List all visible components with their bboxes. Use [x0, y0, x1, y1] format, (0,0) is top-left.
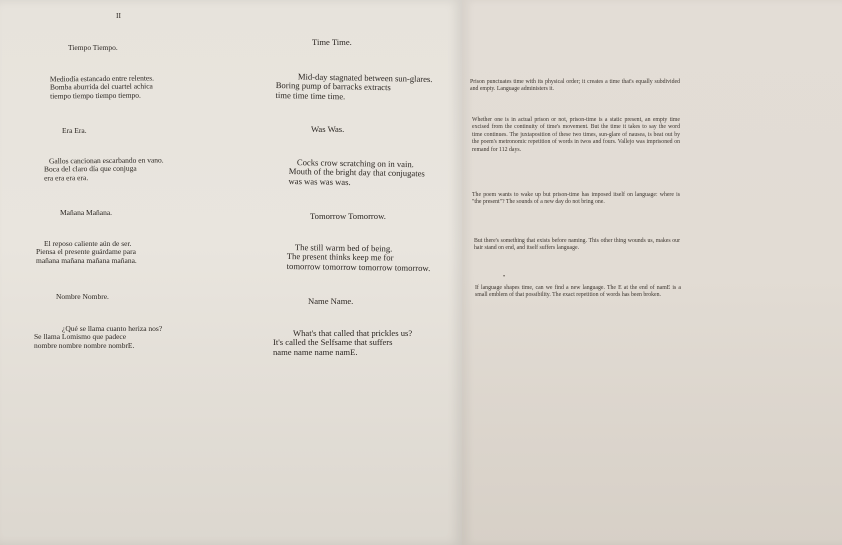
english-title: Time Time.: [312, 37, 352, 47]
poem-line: Cocks crow scratching on in vain.: [296, 157, 414, 170]
note-1: Prison punctuates time with its physical order; it creates a time that's equally subdivided and empty. Language administers it.: [470, 79, 680, 93]
poem-line: Mid-day stagnated between sun-glares.: [297, 71, 433, 85]
poem-line: Mouth of the bright day that conjugates: [288, 166, 425, 179]
poem-line: nombre nombre nombre nombrE.: [34, 340, 135, 350]
note-3: The poem wants to wake up but prison-time has imposed itself on language: where is "the present"? The sounds of a new day do not bring one.: [472, 192, 680, 206]
poem-line: The still warm bed of being.: [294, 242, 393, 254]
poem-line: Bomba aburrida del cuartel achica: [49, 81, 153, 92]
poem-line: era era era era.: [44, 172, 89, 183]
poem-line: Gallos cancionan escarbando en vano.: [48, 155, 164, 166]
english-heading-was: Was Was.: [311, 124, 345, 134]
poem-line: name name name namE.: [273, 346, 358, 357]
spanish-heading-nombre: Nombre Nombre.: [56, 292, 109, 301]
poem-line: Se llama Lomismo que padece: [34, 332, 127, 342]
english-heading-name: Name Name.: [308, 296, 354, 306]
spanish-stanza-3: [36, 240, 137, 265]
spanish-heading-era: Era Era.: [62, 126, 87, 135]
spanish-stanza-4: [34, 325, 162, 350]
poem-line: What's that called that prickles us?: [293, 328, 413, 338]
english-stanza-2: [289, 158, 426, 189]
poem-line: The present thinks keep me for: [286, 251, 394, 263]
note-2: Whether one is in actual prison or not, prison-time is a static present, an empty time excised from the continuity of time's movement. But the time it takes to say the word time continues. The juxtaposition of these two times, sun-glare of nausea, is beat out by the poem's metronomic repetition of words in twos and fours. Vallejo was imprisoned on remand for 112 days.: [472, 117, 680, 153]
poem-line: Boring pump of barracks extracts: [275, 80, 391, 93]
poem-line: It's called the Selfsame that suffers: [273, 337, 393, 348]
poem-line: Piensa el presente guárdame para: [36, 247, 136, 257]
poem-line: Boca del claro día que conjuga: [43, 163, 137, 174]
english-stanza-1: [275, 72, 432, 103]
english-heading-tomorrow: Tomorrow Tomorrow.: [310, 211, 386, 221]
spanish-stanza-2: [44, 156, 164, 182]
poem-line: tomorrow tomorrow tomorrow tomorrow.: [286, 260, 431, 273]
note-4: But there's something that exists before naming. This other thing wounds us, makes our hair stand on end, and itself suffers language.: [474, 238, 680, 252]
spanish-heading-manana: Mañana Mañana.: [60, 208, 113, 217]
spanish-title: Tiempo Tiempo.: [68, 43, 118, 52]
poem-line: ¿Qué se llama cuanto heriza nos?: [62, 324, 163, 333]
spanish-stanza-1: [50, 74, 154, 100]
note-5: If language shapes time, can we find a new language. The E at the end of namE is a small emblem of that possibility. The exact repetition of words has been broken.: [475, 285, 681, 299]
poem-line: El reposo caliente aún de ser.: [44, 239, 132, 248]
poem-line: Mediodía estancado entre relentes.: [49, 73, 155, 84]
poem-line: was was was was.: [288, 175, 351, 187]
english-stanza-3: [287, 243, 431, 273]
note-divider: •: [503, 274, 506, 280]
poem-line: tiempo tiempo tiempo tiempo.: [50, 90, 141, 101]
poem-line: time time time time.: [275, 89, 346, 102]
page-marker: II: [116, 11, 121, 20]
poem-line: mañana mañana mañana mañana.: [36, 255, 137, 265]
english-stanza-4: [273, 329, 412, 357]
